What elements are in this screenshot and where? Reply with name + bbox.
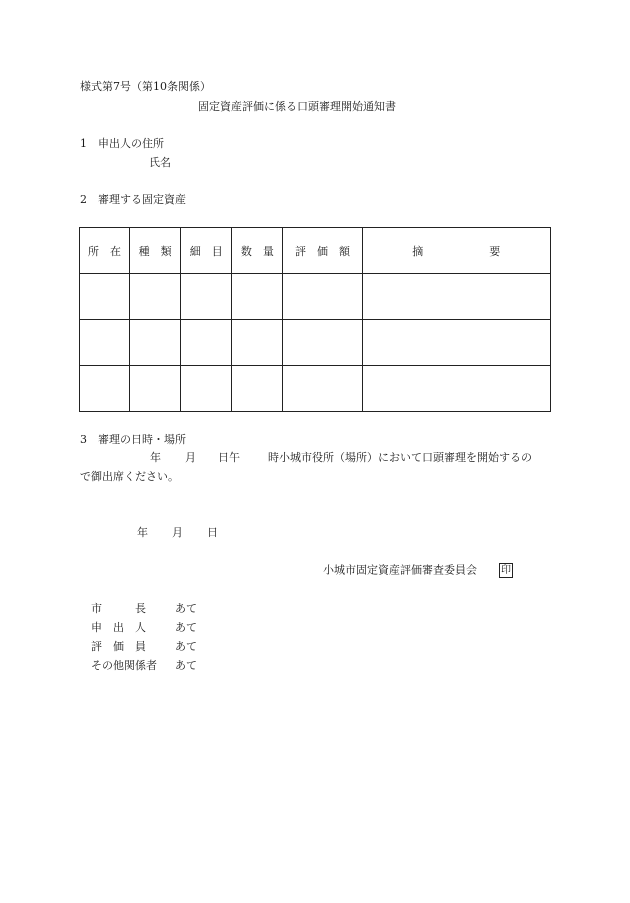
seal-mark: 印 bbox=[501, 565, 511, 576]
column-header-location: 所 在 bbox=[80, 228, 130, 274]
table-cell[interactable] bbox=[362, 366, 550, 412]
table-cell[interactable] bbox=[232, 320, 283, 366]
hearing-time-place: 時小城市役所（場所）において口頭審理を開始するの bbox=[268, 451, 532, 464]
table-row bbox=[80, 274, 551, 320]
form-number: 様式第7号（第10条関係） bbox=[80, 80, 211, 93]
recipient-label: その他関係者 bbox=[91, 659, 157, 672]
hearing-schedule-heading: 3 審理の日時・場所 bbox=[80, 433, 186, 446]
assets-heading: 2 審理する固定資産 bbox=[80, 193, 186, 206]
table-cell[interactable] bbox=[362, 320, 550, 366]
issue-date bbox=[137, 526, 218, 540]
hearing-day-ampm: 日午 bbox=[218, 451, 240, 464]
recipient-label: 評 価 員 bbox=[91, 640, 146, 653]
table-cell[interactable] bbox=[181, 274, 232, 320]
table-cell[interactable] bbox=[130, 366, 181, 412]
issuer bbox=[323, 563, 513, 578]
recipient-to: あて bbox=[175, 621, 197, 634]
table-cell[interactable] bbox=[130, 320, 181, 366]
assets-table bbox=[79, 227, 551, 412]
recipient-item bbox=[91, 656, 197, 675]
column-header-remarks: 摘 要 bbox=[362, 228, 550, 274]
table-cell[interactable] bbox=[181, 320, 232, 366]
hearing-month: 月 bbox=[185, 451, 196, 464]
recipient-list bbox=[91, 599, 197, 675]
table-cell[interactable] bbox=[362, 274, 550, 320]
table-row bbox=[80, 366, 551, 412]
hearing-year: 年 bbox=[150, 451, 161, 464]
table-cell[interactable] bbox=[232, 274, 283, 320]
document-title: 固定資産評価に係る口頭審理開始通知書 bbox=[198, 100, 396, 113]
recipient-to: あて bbox=[175, 602, 197, 615]
table-cell[interactable] bbox=[283, 320, 362, 366]
column-header-subtype: 細 目 bbox=[181, 228, 232, 274]
column-header-assessed-value: 評 価 額 bbox=[283, 228, 362, 274]
recipient-item bbox=[91, 618, 197, 637]
applicant-address-heading: 1 申出人の住所 bbox=[80, 137, 164, 150]
issue-day: 日 bbox=[207, 526, 218, 539]
table-cell[interactable] bbox=[80, 274, 130, 320]
recipient-item bbox=[91, 599, 197, 618]
hearing-schedule-line bbox=[150, 451, 532, 465]
table-cell[interactable] bbox=[130, 274, 181, 320]
table-cell[interactable] bbox=[181, 366, 232, 412]
column-header-type: 種 類 bbox=[130, 228, 181, 274]
issue-month: 月 bbox=[172, 526, 183, 539]
table-cell[interactable] bbox=[283, 274, 362, 320]
recipient-label: 申 出 人 bbox=[91, 621, 146, 634]
table-cell[interactable] bbox=[80, 320, 130, 366]
table-row bbox=[80, 320, 551, 366]
attendance-request: で御出席ください。 bbox=[80, 470, 179, 483]
column-header-quantity: 数 量 bbox=[232, 228, 283, 274]
applicant-name-label: 氏名 bbox=[149, 156, 171, 169]
table-cell[interactable] bbox=[80, 366, 130, 412]
recipient-to: あて bbox=[175, 659, 197, 672]
recipient-label: 市 長 bbox=[91, 602, 146, 615]
table-cell[interactable] bbox=[283, 366, 362, 412]
table-cell[interactable] bbox=[232, 366, 283, 412]
recipient-item bbox=[91, 637, 197, 656]
issue-year: 年 bbox=[137, 526, 148, 539]
table-header-row bbox=[80, 228, 551, 274]
issuer-name: 小城市固定資産評価審査委員会 bbox=[323, 563, 477, 577]
recipient-to: あて bbox=[175, 640, 197, 653]
